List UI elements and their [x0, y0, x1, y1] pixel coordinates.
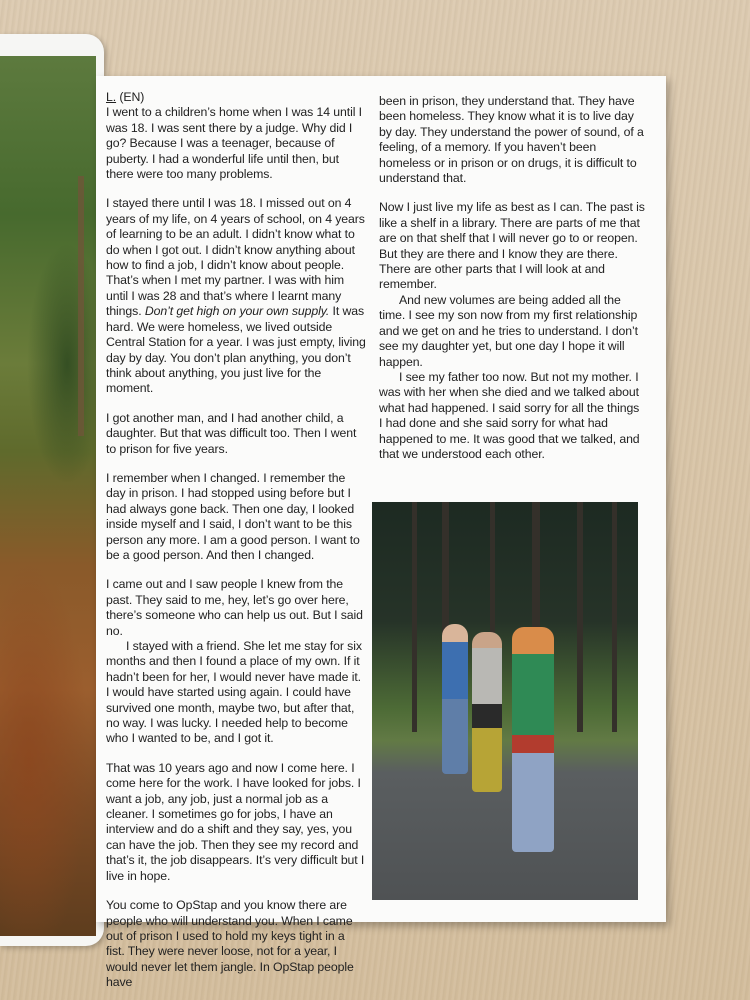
article-heading [106, 90, 366, 105]
tree-trunk [412, 502, 417, 732]
facing-page [0, 34, 104, 946]
tree-trunk [577, 502, 583, 732]
paragraph: I came out and I saw people I knew from the past. They said to me, hey, let’s go over here, there’s someone who can help us out. But I said no. [106, 577, 363, 638]
paragraph: I went to a children’s home when I was 14 until I was 18. I was sent there by a judge. Why did I go? Because I was a teenager, because of puberty. I had a wonderful life until then, but there were too many problems. [106, 105, 362, 182]
paragraph: I got another man, and I had another child, a daughter. But that was difficult too. Then I went to prison for five years. [106, 410, 357, 456]
magazine-page [96, 76, 666, 990]
tree-trunk [612, 502, 617, 732]
paragraph: I stayed there until I was 18. I missed out on 4 years of my life, on 4 years of school, on 4 years of learning to be an adult. I didn’t know what to do when I got out. I didn’t know anything about how to find a job, I didn’t know about people. That’s when I met my partner. I was with him until I was 28 and that’s where I learnt many things. Don’t get high on your own supply. It was hard. We were homeless, we lived outside Central Station for a year. I was just empty, living day by day. You don’t plan anything, you don’t think about anything, you just live for the moment. [106, 196, 366, 396]
person-grey-shirt [472, 632, 502, 792]
paragraph: And new volumes are being added all the time. I see my son now from my first relationship and we get on and he tries to understand. I don’t see my daughter yet, but one day I hope it will happen. [379, 292, 638, 369]
photo-people-walking [372, 502, 638, 900]
paragraph: Now I just live my life as best as I can. The past is like a shelf in a library. There are parts of me that are on that shelf that I will never go to or reopen. But they are there and I know they are there. There are other parts that I will look at and remember. [379, 200, 645, 292]
paragraph: I stayed with a friend. She let me stay for six months and then I found a place of my own. If it hadn’t been for her, I would never have made it. I would have started using again. I could have survived one month, maybe two, but after that, no way. I was lucky. I needed help to become who I wanted to be, and I got it. [106, 639, 362, 746]
paragraph: I see my father too now. But not my mother. I was with her when she died and we talked about what had happened. I said sorry for all the things I had done and she said sorry for what had happened to me. It was good that we talked, and that we understood each other. [379, 369, 640, 461]
author-initial: L. [106, 90, 117, 104]
paragraph: I remember when I changed. I remember the day in prison. I had stopped using before but I had always gone back. Then one day, I looked inside myself and I said, I don’t want to be this person any more. I am a good person. I want to be a good person. And then I changed. [106, 470, 360, 562]
language-tag: (EN) [119, 90, 145, 104]
text-column-left [106, 90, 366, 991]
paragraph: That was 10 years ago and now I come here. I come here for the work. I have looked for jobs. I want a job, any job, just a normal job as a cleaner. I sometimes go for jobs, I have an interview and do a shift and they say, yes, you can have the job. Then they see my record and that’s it, the job disappears. It’s very difficult but I live in hope. [106, 760, 365, 883]
person-blue-shirt [442, 624, 468, 774]
text-column-right [379, 94, 645, 462]
paragraph: You come to OpStap and you know there are people who will understand you. When I came out of prison I used to hold my keys tight in a fist. They were never loose, not for a year, I would never let them jangle. In OpStap people have [106, 898, 354, 990]
forest-photo [0, 56, 96, 936]
paragraph: been in prison, they understand that. They have been homeless. They know what it is to live day by day. They understand the power of sound, of a feeling, of a memory. If you haven’t been homeless or in prison or on drugs, it is difficult to understand that. [379, 94, 644, 186]
italic-quote: Don’t get high on your own supply. [144, 304, 330, 319]
person-green-hoodie [512, 627, 554, 852]
